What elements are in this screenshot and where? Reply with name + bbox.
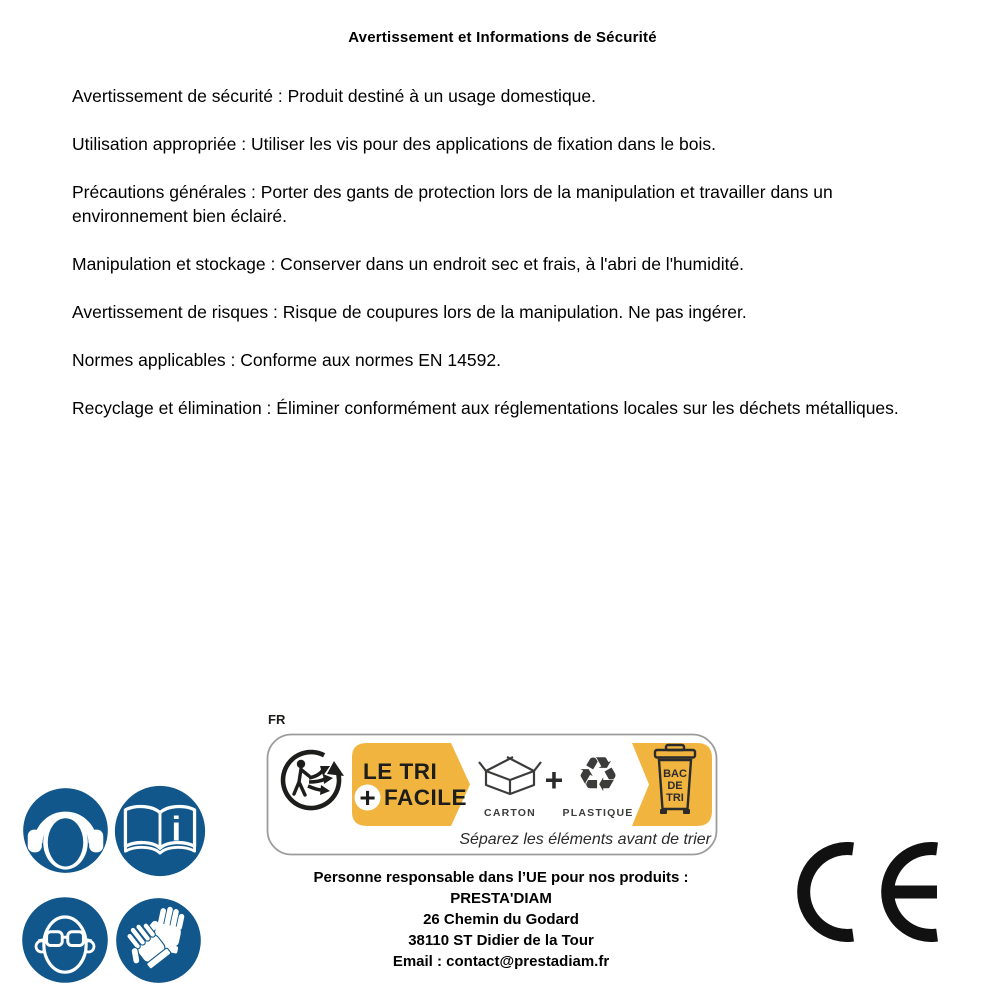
- read-instruction-manual-icon: [112, 783, 208, 884]
- wear-protective-gloves-icon: [113, 895, 204, 991]
- paragraph-standards: Normes applicables : Conforme aux normes EN 14592.: [72, 350, 501, 370]
- responsible-street: 26 Chemin du Godard: [423, 911, 579, 928]
- svg-text:i: i: [171, 810, 182, 849]
- responsible-intro: Personne responsable dans l’UE pour nos produits :: [313, 869, 689, 886]
- responsible-person-block: [240, 867, 762, 972]
- ce-marking-icon: [797, 842, 944, 947]
- paragraph-appropriate-use: Utilisation appropriée : Utiliser les vis pour des applications de fixation dans le bois.: [72, 134, 716, 154]
- paragraph-handling-storage: Manipulation et stockage : Conserver dans un endroit sec et frais, à l'abri de l'humidité.: [72, 254, 745, 274]
- bin-label-bac: BAC: [663, 768, 687, 780]
- paragraph-risk-warning: Avertissement de risques : Risque de coupures lors de la manipulation. Ne pas ingérer.: [72, 302, 747, 322]
- carton-label: CARTON: [484, 807, 536, 819]
- plastique-label: PLASTIQUE: [562, 807, 634, 819]
- wear-ear-protection-icon: [20, 785, 111, 881]
- paragraph-recycling: Recyclage et élimination : Éliminer conformément aux réglementations locales sur les déchets métalliques.: [72, 398, 899, 418]
- responsible-company: PRESTA'DIAM: [450, 890, 552, 907]
- safety-paragraphs: [72, 84, 902, 444]
- sorting-tagline: Séparez les éléments avant de trier: [459, 831, 711, 848]
- facile-text: FACILE: [384, 785, 468, 810]
- responsible-city: 38110 ST Didier de la Tour: [408, 932, 594, 949]
- fr-country-label: FR: [268, 712, 286, 727]
- page-title: Avertissement et Informations de Sécurité: [348, 29, 657, 46]
- paragraph-safety-warning: Avertissement de sécurité : Produit destiné à un usage domestique.: [72, 86, 597, 106]
- wear-eye-protection-icon: [19, 894, 111, 991]
- paragraph-general-precautions: Précautions générales : Porter des gants de protection lors de la manipulation et travailler dans un environnement bien éclairé.: [72, 182, 833, 226]
- responsible-email: Email : contact@prestadiam.fr: [392, 953, 610, 970]
- bin-label-tri: TRI: [666, 792, 684, 804]
- tri-facile-recycling-banner: [266, 733, 718, 861]
- bin-label-de: DE: [667, 780, 683, 792]
- plus-badge-text: +: [359, 782, 376, 813]
- plastique-recycle-icon: ♻: [576, 749, 620, 802]
- materials-plus-sign: +: [544, 762, 564, 798]
- le-tri-text: LE TRI: [363, 759, 438, 784]
